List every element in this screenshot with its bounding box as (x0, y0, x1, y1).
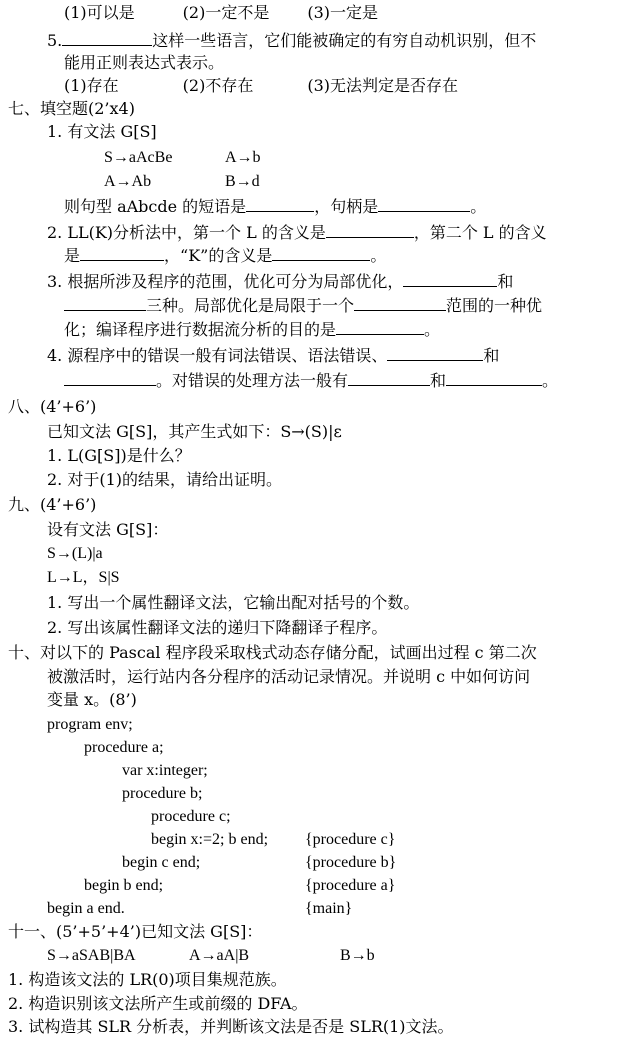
s8-line-2: 1. L(G[S])是什么？ (47, 446, 191, 465)
s9-line-2: S→(L)|a (47, 545, 103, 562)
text: ，第二个 L 的含义 (413, 223, 547, 242)
s10-line-3: 变量 x。(8’) (47, 690, 137, 709)
s9-line-4: 1. 写出一个属性翻译文法，它输出配对括号的个数。 (47, 593, 420, 612)
text: 2. LL(K)分析法中，第一个 L 的含义是 (47, 223, 326, 242)
option-line-q4 (64, 2, 378, 24)
code-line: begin b end; (84, 877, 164, 894)
s11-line-3: 3. 试构造其 SLR 分析表，并判断该文法是否是 SLR(1)文法。 (8, 1017, 454, 1036)
option-2: (2)不存在 (182, 76, 254, 95)
answer-blank (378, 196, 470, 212)
answer-blank (403, 271, 497, 287)
question-number: 5. (47, 31, 63, 50)
code-line: procedure b; (122, 785, 203, 802)
code-line: begin a end. (47, 900, 125, 917)
answer-blank (64, 370, 156, 386)
text: 三种。局部优化是局限于一个 (146, 296, 355, 315)
s11-line-1: 1. 构造该文法的 LR(0)项目集规范族。 (8, 970, 287, 989)
option-3: (3)一定是 (307, 3, 379, 22)
answer-blank (336, 319, 424, 335)
question-5-line-1 (47, 30, 536, 52)
text: 。 (370, 246, 387, 265)
s9-line-5: 2. 写出该属性翻译文法的递归下降翻译子程序。 (47, 618, 388, 637)
grammar-rule: A→b (225, 149, 261, 166)
code-line: begin x:=2; b end; (151, 831, 269, 848)
section-10-title: 十、对以下的 Pascal 程序段采取栈式动态存储分配，试画出过程 c 第二次 (8, 643, 537, 662)
section-9-title: 九、(4’+6’) (8, 495, 97, 514)
text: 是 (64, 246, 81, 265)
s7-q3-line-1 (47, 271, 513, 293)
s7-q3-line-2 (64, 295, 542, 317)
question-text: 这样一些语言，它们能被确定的有穷自动机识别，但不 (152, 31, 537, 50)
text: 则句型 aAbcde 的短语是 (64, 197, 247, 216)
answer-blank (326, 222, 414, 238)
section-8-title: 八、(4’+6’) (8, 397, 97, 416)
s11-line-2: 2. 构造识别该文法所产生或前缀的 DFA。 (8, 994, 308, 1013)
section-11-title: 十一、(5’+5’+4’)已知文法 G[S]： (8, 922, 263, 941)
text: 。 (470, 197, 487, 216)
text: 。 (424, 320, 441, 339)
answer-blank (272, 245, 370, 261)
grammar-rule: B→d (225, 173, 260, 190)
answer-blank (64, 295, 146, 311)
s7-q2-line-2 (64, 245, 386, 267)
s7-q1-ask (64, 196, 486, 218)
text: ，句柄是 (314, 197, 379, 216)
text: 和 (497, 272, 514, 291)
answer-blank (246, 196, 314, 212)
grammar-rule: S→aAcBe (104, 149, 173, 166)
s9-line-1: 设有文法 G[S]： (47, 520, 169, 539)
text: 和 (483, 346, 500, 365)
s8-line-1: 已知文法 G[S]，其产生式如下：S→(S)|ε (47, 422, 342, 441)
option-1: (1)存在 (64, 76, 119, 95)
code-comment: {main} (305, 900, 353, 917)
text: 范围的一种优 (446, 296, 543, 315)
text: 和 (430, 371, 447, 390)
answer-blank (387, 345, 483, 361)
code-comment: {procedure a} (305, 877, 396, 894)
text: 。 (542, 371, 559, 390)
s7-q3-line-3 (64, 319, 440, 341)
grammar-rule: A→aA|B (189, 947, 250, 964)
s7-q2-line-1 (47, 222, 547, 244)
s8-line-3: 2. 对于(1)的结果，请给出证明。 (47, 470, 283, 489)
answer-blank (62, 30, 152, 46)
text: 3. 根据所涉及程序的范围，优化可分为局部优化， (47, 272, 404, 291)
s10-line-2: 被激活时，运行站内各分程序的活动记录情况。并说明 c 中如何访问 (47, 667, 531, 686)
code-comment: {procedure c} (305, 831, 396, 848)
option-2: (2)一定不是 (182, 3, 270, 22)
grammar-rule: A→Ab (104, 173, 152, 190)
grammar-rule: S→aSAB|BA (47, 947, 136, 964)
option-1: (1)可以是 (64, 3, 135, 22)
s7-q4-line-2 (64, 370, 558, 392)
question-5-line-2: 能用正则表达式表示。 (64, 53, 225, 72)
option-line-q5 (64, 75, 458, 97)
s7-q4-line-1 (47, 345, 499, 367)
code-line: procedure a; (84, 739, 164, 756)
grammar-rule: B→b (340, 947, 375, 964)
answer-blank (354, 295, 446, 311)
code-line: begin c end; (122, 854, 201, 871)
answer-blank (348, 370, 430, 386)
code-comment: {procedure b} (305, 854, 397, 871)
text: 化；编译程序进行数据流分析的目的是 (64, 320, 337, 339)
text: ，“K”的含义是 (164, 246, 273, 265)
option-3: (3)无法判定是否存在 (307, 76, 459, 95)
answer-blank (80, 245, 164, 261)
code-line: program env; (47, 716, 133, 733)
s7-q1-title: 1. 有文法 G[S] (47, 122, 157, 141)
text: 4. 源程序中的错误一般有词法错误、语法错误、 (47, 346, 388, 365)
text: 。对错误的处理方法一般有 (156, 371, 349, 390)
code-line: var x:integer; (122, 762, 208, 779)
answer-blank (446, 370, 542, 386)
section-7-title: 七、填空题(2’x4) (8, 99, 135, 118)
s9-line-3: L→L，S|S (47, 569, 120, 586)
code-line: procedure c; (151, 808, 231, 825)
